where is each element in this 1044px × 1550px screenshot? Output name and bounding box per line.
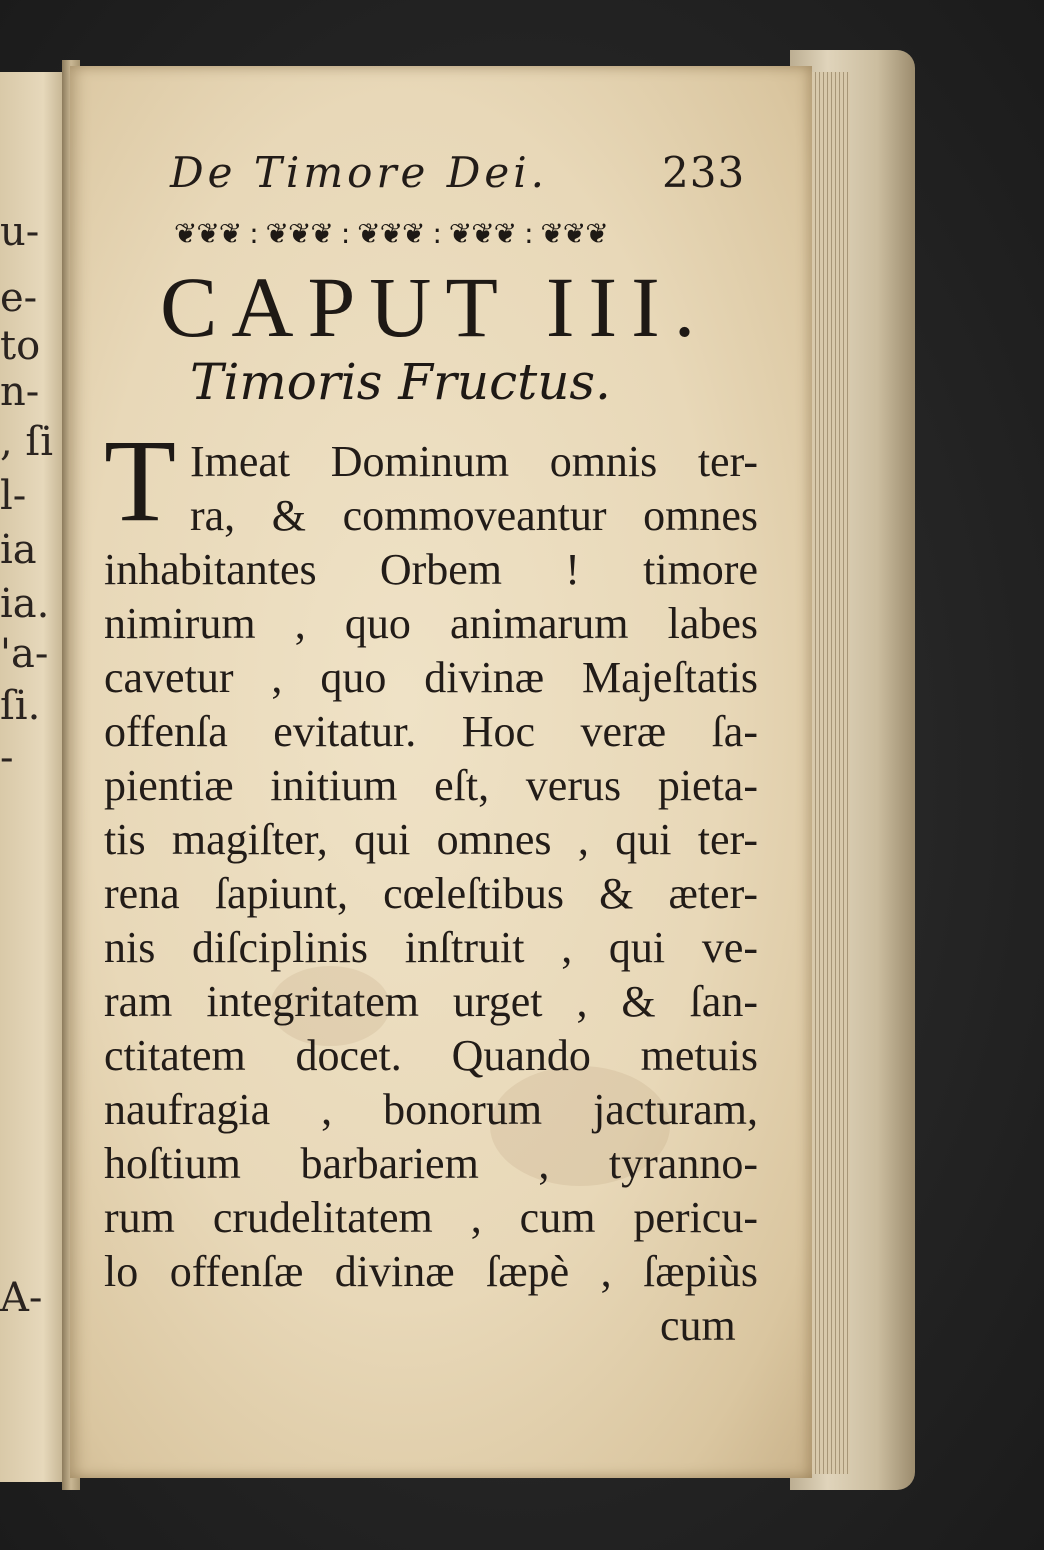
chapter-subtitle: Timoris Fructus. (190, 353, 611, 411)
text-line: nis diſciplinis inſtruit , qui ve- (104, 923, 758, 972)
text-line: ra, & commoveantur omnes (190, 491, 758, 540)
left-fragment: 'a- (0, 631, 49, 677)
page-number: 233 (662, 148, 746, 197)
left-fragment: A- (0, 1275, 43, 1321)
text-line: cavetur , quo divinæ Majeſtatis (104, 653, 758, 702)
left-fragment: e- (0, 275, 38, 321)
text-line: rum crudelitatem , cum pericu- (104, 1193, 758, 1242)
text-line: naufragia , bonorum jacturam, (104, 1085, 758, 1134)
ornamental-rule: ❦❦❦ : ❦❦❦ : ❦❦❦ : ❦❦❦ : ❦❦❦ (174, 218, 608, 250)
left-fragment: ſi. (0, 683, 41, 729)
left-fragment: , ſi (0, 419, 54, 465)
catchword: cum (660, 1301, 736, 1350)
left-fragment: n- (0, 369, 40, 415)
text-line: inhabitantes Orbem ! timore (104, 545, 758, 594)
left-fragment: to (0, 323, 41, 369)
text-line: rena ſapiunt, cœleſtibus & æter- (104, 869, 758, 918)
left-fragment: u- (0, 209, 40, 255)
left-fragment: - (0, 735, 14, 781)
text-line: ram integritatem urget , & ſan- (104, 977, 758, 1026)
text-line: tis magiſter, qui omnes , qui ter- (104, 815, 758, 864)
left-fragment: ia (0, 527, 37, 573)
text-line: lo offenſæ divinæ ſæpè , ſæpiùs (104, 1247, 758, 1296)
text-line: hoſtium barbariem , tyranno- (104, 1139, 758, 1188)
text-line: ctitatem docet. Quando metuis (104, 1031, 758, 1080)
drop-initial: T (104, 415, 177, 546)
text-line: offenſa evitatur. Hoc veræ ſa- (104, 707, 758, 756)
running-head-title: De Timore Dei. (170, 148, 549, 197)
text-line: pientiæ initium eſt, verus pieta- (104, 761, 758, 810)
left-fragment: ia. (0, 581, 50, 627)
left-fragment: l- (0, 473, 27, 519)
text-line: Imeat Dominum omnis ter- (190, 437, 758, 486)
text-line: nimirum , quo animarum labes (104, 599, 758, 648)
chapter-heading: CAPUT III. (160, 259, 710, 355)
running-head (100, 148, 746, 208)
